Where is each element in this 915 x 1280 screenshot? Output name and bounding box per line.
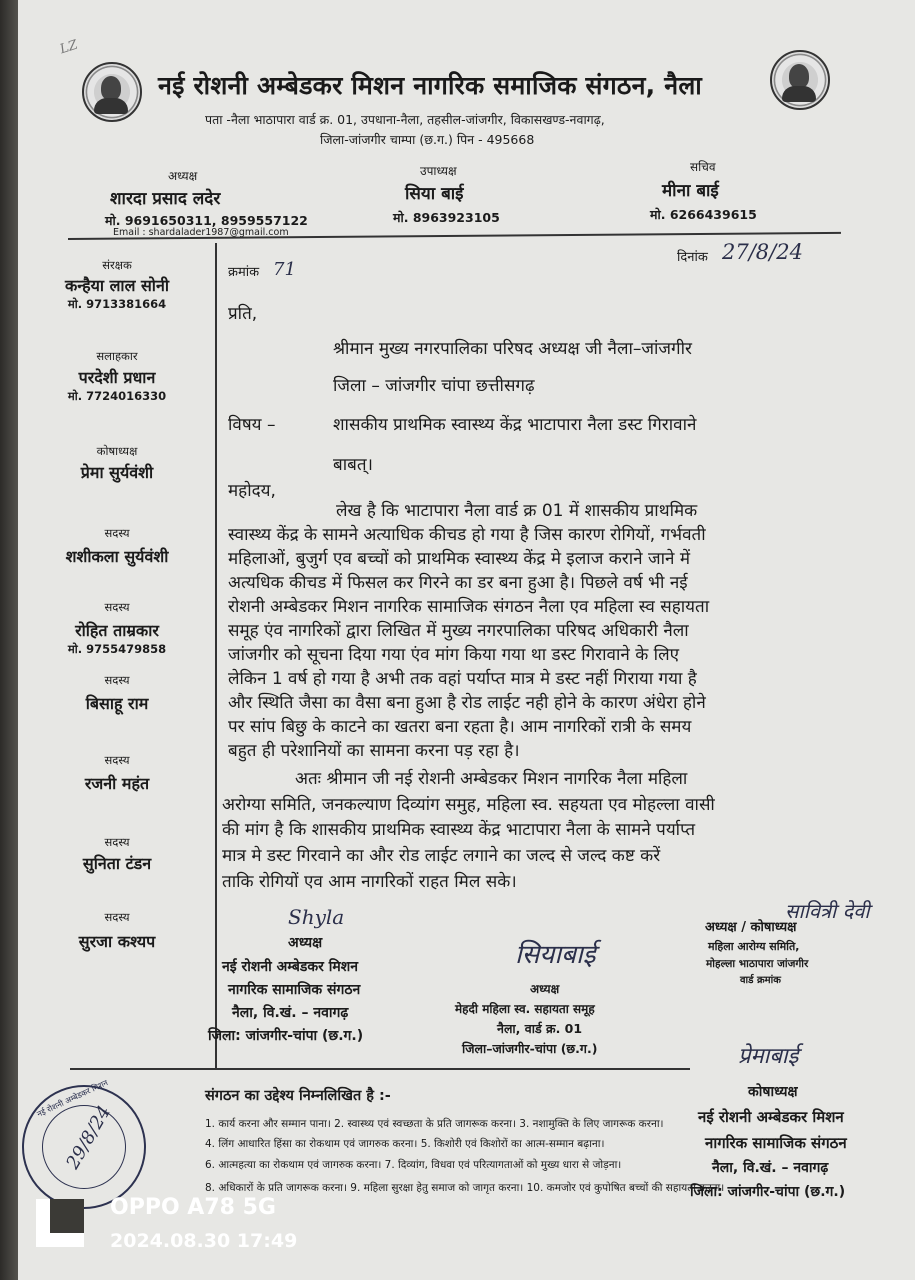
middle-signature: सियाबाई bbox=[515, 940, 596, 970]
advisor-role: सलाहकार bbox=[96, 349, 138, 363]
sidebar-divider bbox=[215, 243, 217, 1068]
member-2-role: सदस्य bbox=[104, 600, 130, 614]
addressee-line-2: जिला – जांजगीर चांपा छत्तीसगढ़ bbox=[333, 376, 535, 396]
subject-line-2: बाबत्। bbox=[333, 455, 373, 475]
body-line: और स्थिति जैसा का वैसा बना हुआ है रोड लाईट नही होने के कारण अंधेरा होने bbox=[228, 693, 706, 713]
left-sig-line-2: नागरिक सामाजिक संगठन bbox=[228, 982, 361, 998]
address-line-2: जिला-जांजगीर चाम्पा (छ.ग.) पिन - 495668 bbox=[320, 132, 535, 147]
body-line: जांजगीर को सूचना दिया गया एंव मांग किया गया था डस्ट गिरावाने के लिए bbox=[228, 645, 680, 665]
member-5-name: सुनिता टंडन bbox=[82, 854, 152, 873]
right-sig-role: अध्यक्ष / कोषाध्यक्ष bbox=[705, 920, 797, 935]
body-line: अत्यधिक कीचड में फिसल कर गिरने का डर बना हुआ है। पिछले वर्ष भी नई bbox=[228, 573, 688, 593]
right-signature: सावित्री देवी bbox=[785, 899, 870, 923]
footer-line-1: 1. कार्य करना और सम्मान पाना। 2. स्वास्थ्य एवं स्वच्छता के प्रति जागरूक करना। 3. नशामुक्ति के लिए जागरूक करना। bbox=[205, 1118, 664, 1130]
corner-scribble: LZ bbox=[58, 37, 80, 58]
left-sig-line-1: नई रोशनी अम्बेडकर मिशन bbox=[222, 959, 359, 975]
body-line: बहुत ही परेशानियों का सामना करना पड़ रहा है। bbox=[228, 741, 520, 761]
left-sig-line-3: नैला, वि.खं. – नवागढ़ bbox=[232, 1005, 349, 1021]
member-1-role: सदस्य bbox=[104, 526, 130, 540]
secretary-name: मीना बाई bbox=[662, 181, 719, 201]
advisor-phone: मो. 7724016330 bbox=[67, 389, 167, 403]
left-sig-line-4: जिला: जांजगीर-चांपा (छ.ग.) bbox=[208, 1028, 364, 1044]
ambedkar-logo-right bbox=[770, 50, 830, 110]
treasurer-signature: प्रेमाबाई bbox=[738, 1044, 799, 1069]
president-name: शारदा प्रसाद लदेर bbox=[110, 189, 221, 209]
address-line-1: पता -नैला भाठापारा वार्ड क्र. 01, उपधाना-नैला, तहसील-जांजगीर, विकासखण्ड-नवागढ़, bbox=[205, 112, 605, 127]
ambedkar-logo-left bbox=[82, 62, 142, 122]
addressee-line-1: श्रीमान मुख्य नगरपालिका परिषद अध्यक्ष जी नैला–जांजगीर bbox=[333, 339, 692, 359]
body-line: लेख है कि भाटापारा नैला वार्ड क्र 01 में शासकीय प्राथमिक bbox=[336, 501, 698, 521]
treasurer-sig-line-3: नैला, वि.खं. – नवागढ़ bbox=[712, 1160, 829, 1176]
seal-text: नई रोशनी अम्बेडकर मिशन bbox=[35, 1078, 110, 1119]
treasurer-name: प्रेमा सुर्यवंशी bbox=[80, 463, 154, 482]
advisor-name: परदेशी प्रधान bbox=[78, 368, 156, 387]
footer-line-2: 4. लिंग आधारित हिंसा का रोकथाम एवं जागरुक करना। 5. किशोरी एवं किशोरों का आत्म-सम्मान बढ़ाना। bbox=[205, 1138, 605, 1150]
body-line: महिलाओं, बुजुर्ग एव बच्चों को प्राथमिक स्वास्थ्य केंद्र मे इलाज कराने जाने में bbox=[228, 549, 690, 569]
member-3-name: बिसाहू राम bbox=[85, 694, 149, 713]
member-3-role: सदस्य bbox=[104, 673, 130, 687]
president-role: अध्यक्ष bbox=[168, 169, 198, 183]
vice-president-phone: मो. 8963923105 bbox=[393, 210, 500, 225]
member-1-name: शशीकला सुर्यवंशी bbox=[65, 547, 169, 566]
body-line: मात्र मे डस्ट गिरवाने का और रोड लाईट लगाने का जल्द से जल्द कष्ट करें bbox=[222, 846, 661, 866]
body-line: अरोग्या समिति, जनकल्याण दिव्यांग समुह, महिला स्व. सहयता एव मोहल्ला वासी bbox=[222, 795, 715, 815]
secretary-role: सचिव bbox=[690, 160, 716, 174]
photo-edge-shadow bbox=[0, 0, 20, 1280]
body-line: समूह एंव नागरिकों द्वारा लिखित में मुख्य नगरपालिका परिषद अधिकारी नैला bbox=[228, 621, 689, 641]
footer-line-4: 8. अधिकारों के प्रति जागरूक करना। 9. महिला सुरक्षा हेतु समाज को जागृत करना। 10. कमजोर एवं कुपोषित बच्चों की सहायता करना। bbox=[205, 1182, 725, 1194]
right-sig-line-3: वार्ड क्रमांक bbox=[740, 975, 781, 986]
member-2-phone: मो. 9755479858 bbox=[67, 642, 167, 656]
patron-phone: मो. 9713381664 bbox=[67, 297, 167, 311]
seal-date: 29/8/24 bbox=[62, 1102, 116, 1173]
watermark-timestamp: 2024.08.30 17:49 bbox=[110, 1230, 298, 1252]
subject-line-1: शासकीय प्राथमिक स्वास्थ्य केंद्र भाटापारा नैला डस्ट गिरावाने bbox=[333, 415, 697, 435]
middle-sig-line-3: जिला–जांजगीर-चांपा (छ.ग.) bbox=[462, 1041, 598, 1056]
member-5-role: सदस्य bbox=[104, 835, 130, 849]
member-6-role: सदस्य bbox=[104, 910, 130, 924]
patron-role: संरक्षक bbox=[102, 258, 132, 272]
middle-sig-line-1: मेहदी महिला स्व. सहायता समूह bbox=[455, 1002, 595, 1016]
left-signature: Shyla bbox=[288, 905, 345, 929]
patron-name: कन्हैया लाल सोनी bbox=[65, 276, 169, 295]
subject-label: विषय – bbox=[228, 415, 276, 435]
body-line: स्वास्थ्य केंद्र के सामने अत्याधिक कीचड हो गया है जिस कारण रोगियों, गर्भवती bbox=[228, 525, 706, 545]
right-sig-line-2: मोहल्ला भाठापारा जांजगीर bbox=[706, 958, 809, 970]
round-seal-stamp bbox=[22, 1078, 146, 1209]
body-line: की मांग है कि शासकीय प्राथमिक स्वास्थ्य केंद्र भाटापारा नैला के सामने पर्याप्त bbox=[222, 820, 696, 840]
president-phone: मो. 9691650311, 8959557122 bbox=[105, 213, 308, 228]
treasurer-sig-line-1: नई रोशनी अम्बेडकर मिशन bbox=[698, 1108, 844, 1126]
footer-heading: संगठन का उद्देश्य निम्नलिखित है :- bbox=[205, 1088, 391, 1104]
date-value: 27/8/24 bbox=[722, 240, 803, 264]
vice-president-name: सिया बाई bbox=[405, 184, 464, 204]
member-4-name: रजनी महंत bbox=[84, 774, 150, 793]
salutation: महोदय, bbox=[228, 481, 276, 501]
president-email: Email : shardalader1987@gmail.com bbox=[113, 227, 289, 238]
body-line: रोशनी अम्बेडकर मिशन नागरिक सामाजिक संगठन नैला एव महिला स्व सहायता bbox=[228, 597, 710, 617]
middle-sig-role: अध्यक्ष bbox=[530, 982, 560, 996]
treasurer-sig-line-2: नागरिक सामाजिक संगठन bbox=[705, 1134, 847, 1152]
treasurer-role: कोषाध्यक्ष bbox=[96, 444, 138, 458]
secretary-phone: मो. 6266439615 bbox=[650, 207, 757, 222]
prati: प्रति, bbox=[228, 304, 258, 324]
member-2-name: रोहित ताम्रकार bbox=[75, 621, 159, 640]
footer-line-3: 6. आत्महत्या का रोकथाम एवं जागरुक करना। 7. दिव्यांग, विधवा एवं परित्यागताओं को मुख्य धारा से जोड़ना। bbox=[205, 1159, 622, 1171]
date-label: दिनांक bbox=[677, 250, 708, 265]
reference-number: 71 bbox=[273, 259, 296, 280]
footer-divider bbox=[70, 1068, 690, 1070]
body-line: अतः श्रीमान जी नई रोशनी अम्बेडकर मिशन नागरिक नैला महिला bbox=[295, 769, 688, 789]
treasurer-sig-line-4: जिला: जांजगीर-चांपा (छ.ग.) bbox=[690, 1184, 846, 1200]
body-line: लेकिन 1 वर्ष हो गया है अभी तक वहां पर्याप्त मात्र मे डस्ट नहीं गिराया गया है bbox=[228, 669, 697, 689]
left-sig-role: अध्यक्ष bbox=[288, 935, 323, 951]
member-6-name: सुरजा कश्यप bbox=[78, 932, 156, 951]
reference-label: क्रमांक bbox=[228, 265, 260, 280]
body-line: ताकि रोगियों एव आम नागरिकों राहत मिल सके। bbox=[222, 872, 517, 892]
treasurer-sig-role: कोषाध्यक्ष bbox=[748, 1084, 798, 1100]
body-line: पर सांप बिछु के काटने का खतरा बना रहता है। आम नागरिकों रात्री के समय bbox=[228, 717, 692, 737]
org-title: नई रोशनी अम्बेडकर मिशन नागरिक समाजिक संगठन, नैला bbox=[158, 71, 702, 100]
watermark-device: OPPO A78 5G bbox=[110, 1195, 276, 1220]
camera-brand-icon bbox=[36, 1199, 84, 1247]
member-4-role: सदस्य bbox=[104, 753, 130, 767]
middle-sig-line-2: नैला, वार्ड क्र. 01 bbox=[497, 1021, 583, 1036]
vice-president-role: उपाध्यक्ष bbox=[420, 164, 457, 178]
right-sig-line-1: महिला आरोग्य समिति, bbox=[708, 940, 800, 953]
